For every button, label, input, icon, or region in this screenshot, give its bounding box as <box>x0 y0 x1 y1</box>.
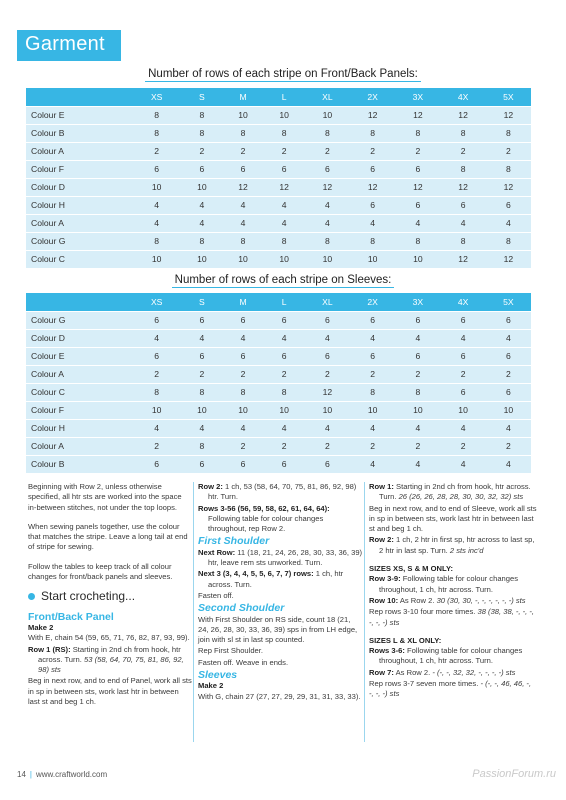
row-count-cell: 10 <box>486 401 531 419</box>
colour-label: Colour G <box>26 232 132 250</box>
row-count-cell: 8 <box>264 383 305 401</box>
row-count-cell: 4 <box>440 419 485 437</box>
row-count-cell: 4 <box>132 196 181 214</box>
row-count-cell: 4 <box>395 214 440 232</box>
row-count-cell: 2 <box>132 142 181 160</box>
row-count-cell: 12 <box>222 178 263 196</box>
chain-instruction: With E, chain 54 (59, 65, 71, 76, 82, 87, 93, 99). <box>28 633 190 643</box>
row-count-cell: 4 <box>181 196 222 214</box>
row-count-cell: 6 <box>132 347 181 365</box>
row-count-cell: 6 <box>181 311 222 329</box>
row-count-cell: 8 <box>132 232 181 250</box>
size-header: 5X <box>486 293 531 311</box>
row-count-cell: 8 <box>350 232 395 250</box>
row-count-cell: 4 <box>440 329 485 347</box>
row-count-cell: 6 <box>350 311 395 329</box>
row-count-cell: 6 <box>264 347 305 365</box>
row-count-cell: 8 <box>132 106 181 124</box>
row-count-cell: 4 <box>305 214 350 232</box>
row-count-cell: 6 <box>395 160 440 178</box>
row-count-cell: 6 <box>440 347 485 365</box>
row-count-cell: 6 <box>395 196 440 214</box>
bullet-dot-icon <box>28 593 35 600</box>
row-count-cell: 12 <box>486 250 531 268</box>
row-count-cell: 2 <box>222 142 263 160</box>
table-row <box>26 383 531 401</box>
row-count-cell: 10 <box>264 106 305 124</box>
rows-3-6-instruction: Rows 3-6: Following table for colour changes throughout, 1 ch, htr across. Turn. <box>369 646 523 666</box>
row-count-cell: 6 <box>486 311 531 329</box>
table-header-row <box>26 88 531 106</box>
column-3 <box>369 482 537 701</box>
row-count-cell: 6 <box>222 455 263 473</box>
row-count-cell: 2 <box>395 142 440 160</box>
row-count-cell: 6 <box>486 347 531 365</box>
row-count-cell: 6 <box>222 347 263 365</box>
row-count-cell: 2 <box>440 142 485 160</box>
row-count-cell: 4 <box>132 214 181 232</box>
row-count-cell: 6 <box>132 455 181 473</box>
start-crocheting <box>28 589 192 604</box>
watermark: PassionForum.ru <box>472 768 556 780</box>
front-back-table-heading <box>0 68 566 80</box>
row-count-cell: 8 <box>264 232 305 250</box>
row-7-instruction: Row 7: As Row 2. - (-, -, 32, 32, -, -, -, -) sts <box>369 667 516 677</box>
rows-3-56-instruction: Rows 3-56 (56, 59, 58, 62, 61, 64, 64): Following table for colour changes throughout, rep Row 2. <box>198 503 330 534</box>
row-count-cell: 4 <box>305 196 350 214</box>
make-count: Make 2 <box>198 681 224 691</box>
row-count-cell: 6 <box>486 196 531 214</box>
row-count-cell: 10 <box>350 250 395 268</box>
row-count-cell: 8 <box>486 160 531 178</box>
colour-label: Colour A <box>26 214 132 232</box>
row-2-instruction: Row 2: 1 ch, 53 (58, 64, 70, 75, 81, 86, 92, 98) htr. Turn. <box>198 482 357 502</box>
row-count-cell: 8 <box>440 124 485 142</box>
row-count-cell: 8 <box>350 383 395 401</box>
row-count-cell: 8 <box>395 124 440 142</box>
row-count-cell: 8 <box>395 383 440 401</box>
row-count-cell: 4 <box>264 329 305 347</box>
row-count-cell: 4 <box>181 214 222 232</box>
row-count-cell: 6 <box>395 311 440 329</box>
tables-paragraph: Follow the tables to keep track of all colour changes for front/back panels and sleeves. <box>28 561 173 582</box>
row-count-cell: 2 <box>440 437 485 455</box>
row-count-cell: 4 <box>486 455 531 473</box>
row-count-cell: 10 <box>132 178 181 196</box>
row-count-cell: 10 <box>222 401 263 419</box>
row-count-cell: 8 <box>181 383 222 401</box>
row-count-cell: 2 <box>395 437 440 455</box>
row-count-cell: 12 <box>264 178 305 196</box>
row-count-cell: 10 <box>350 401 395 419</box>
row-count-cell: 4 <box>350 329 395 347</box>
row-count-cell: 10 <box>264 250 305 268</box>
row-count-cell: 4 <box>264 196 305 214</box>
sleeve-chain-instruction: With G, chain 27 (27, 27, 29, 29, 31, 31, 33, 33). <box>198 691 361 701</box>
row-count-cell: 8 <box>222 232 263 250</box>
row-count-cell: 6 <box>222 311 263 329</box>
row-count-cell: 4 <box>440 455 485 473</box>
row-count-cell: 6 <box>350 160 395 178</box>
row-count-cell: 4 <box>395 329 440 347</box>
row-count-cell: 10 <box>132 401 181 419</box>
next-3-rows-instruction: Next 3 (3, 4, 4, 5, 5, 6, 7, 7) rows: 1 ch, htr across. Turn. <box>198 569 344 589</box>
front-back-stripe-table <box>26 88 531 268</box>
row-count-cell: 6 <box>264 160 305 178</box>
table-row <box>26 124 531 142</box>
row-count-cell: 2 <box>305 142 350 160</box>
row-count-cell: 2 <box>440 365 485 383</box>
row-count-cell: 6 <box>305 160 350 178</box>
row-count-cell: 10 <box>181 178 222 196</box>
colour-label: Colour F <box>26 401 132 419</box>
colour-label: Colour H <box>26 419 132 437</box>
size-header: 5X <box>486 88 531 106</box>
row-count-cell: 12 <box>350 106 395 124</box>
column-1 <box>28 482 192 708</box>
row-count-cell: 2 <box>222 437 263 455</box>
row-count-cell: 2 <box>350 437 395 455</box>
colour-label: Colour H <box>26 196 132 214</box>
sleeves-table-heading <box>0 274 566 286</box>
footer-website-link[interactable]: www.craftworld.com <box>35 770 108 779</box>
row-count-cell: 6 <box>395 347 440 365</box>
size-header: 4X <box>440 293 485 311</box>
row-count-cell: 6 <box>486 383 531 401</box>
row-count-cell: 6 <box>350 347 395 365</box>
size-header: 3X <box>395 88 440 106</box>
colour-label: Colour C <box>26 250 132 268</box>
row-count-cell: 4 <box>264 214 305 232</box>
row-count-cell: 12 <box>486 178 531 196</box>
row-count-cell: 4 <box>222 196 263 214</box>
table-row <box>26 455 531 473</box>
row-count-cell: 4 <box>350 214 395 232</box>
size-header: 2X <box>350 293 395 311</box>
colour-label: Colour A <box>26 437 132 455</box>
size-header: S <box>181 293 222 311</box>
row-count-cell: 6 <box>305 455 350 473</box>
row-count-cell: 6 <box>181 160 222 178</box>
row-count-cell: 12 <box>440 106 485 124</box>
footer-separator: | <box>29 770 32 779</box>
sizes-l-xl-heading: SIZES L & XL ONLY: <box>369 635 442 645</box>
row-count-cell: 4 <box>181 329 222 347</box>
row-count-cell: 2 <box>350 365 395 383</box>
row-count-cell: 8 <box>222 124 263 142</box>
row-count-cell: 6 <box>222 160 263 178</box>
row-count-cell: 2 <box>132 365 181 383</box>
row-count-cell: 10 <box>222 106 263 124</box>
table-row <box>26 347 531 365</box>
row-count-cell: 10 <box>181 401 222 419</box>
row-count-cell: 2 <box>222 365 263 383</box>
row-count-cell: 12 <box>305 178 350 196</box>
table-row <box>26 419 531 437</box>
page-number: 14 <box>17 770 26 779</box>
size-header: 2X <box>350 88 395 106</box>
row-count-cell: 10 <box>305 250 350 268</box>
colour-label: Colour C <box>26 383 132 401</box>
table-row <box>26 250 531 268</box>
row-count-cell: 4 <box>350 455 395 473</box>
row-count-cell: 4 <box>440 214 485 232</box>
row-count-cell: 8 <box>181 124 222 142</box>
next-row-instruction: Next Row: 11 (18, 21, 24, 26, 28, 30, 33, 36, 39) htr, leave rem sts unworked. Turn. <box>198 547 363 568</box>
repeat-seven-times: Rep rows 3-7 seven more times. - (-, -, 46, 46, -, -, -, -) sts <box>369 679 532 699</box>
row-count-cell: 6 <box>305 311 350 329</box>
row-count-cell: 10 <box>305 106 350 124</box>
table-header-row <box>26 293 531 311</box>
size-header: M <box>222 88 263 106</box>
row-3-9-instruction: Row 3-9: Following table for colour changes throughout, 1 ch, htr across. Turn. <box>369 574 519 594</box>
sleeve-row-2-instruction: Row 2: 1 ch, 2 htr in first sp, htr across to last sp, 2 htr in last sp. Turn. 2 sts inc'd <box>369 535 535 555</box>
row-count-cell: 8 <box>132 383 181 401</box>
row-count-cell: 8 <box>350 124 395 142</box>
row-count-cell: 4 <box>486 329 531 347</box>
row-count-cell: 8 <box>181 232 222 250</box>
row-count-cell: 8 <box>181 106 222 124</box>
column-2 <box>198 482 363 703</box>
row-count-cell: 6 <box>305 347 350 365</box>
row-count-cell: 2 <box>181 365 222 383</box>
column-divider <box>193 482 194 742</box>
row-count-cell: 6 <box>440 383 485 401</box>
repeat-four-times: Rep rows 3-10 four more times. 38 (38, 38, -, -, -, -, -, -) sts <box>369 607 535 627</box>
fasten-off: Fasten off. <box>198 590 234 600</box>
size-header: L <box>264 293 305 311</box>
row-count-cell: 6 <box>440 196 485 214</box>
row-count-cell: 8 <box>305 124 350 142</box>
row-count-cell: 2 <box>264 365 305 383</box>
colour-label: Colour E <box>26 106 132 124</box>
row-count-cell: 10 <box>440 401 485 419</box>
row-count-cell: 2 <box>486 142 531 160</box>
table-row <box>26 214 531 232</box>
size-header: XL <box>305 293 350 311</box>
beg-instruction: Beg in next row, and to end of Panel, work all sts in sp in between sts, work last htr in between last st and beg 1 ch. <box>28 676 192 707</box>
size-header: 4X <box>440 88 485 106</box>
row-count-cell: 4 <box>264 419 305 437</box>
row-count-cell: 10 <box>395 401 440 419</box>
row-count-cell: 12 <box>395 106 440 124</box>
row-count-cell: 10 <box>395 250 440 268</box>
table-row <box>26 160 531 178</box>
table-row <box>26 106 531 124</box>
size-header: 3X <box>395 293 440 311</box>
fasten-off-weave: Fasten off. Weave in ends. <box>198 657 289 667</box>
row-count-cell: 4 <box>132 329 181 347</box>
row-count-cell: 2 <box>264 437 305 455</box>
row-count-cell: 8 <box>440 160 485 178</box>
row-count-cell: 4 <box>132 419 181 437</box>
row-count-cell: 4 <box>350 419 395 437</box>
row-count-cell: 12 <box>395 178 440 196</box>
row-count-cell: 6 <box>264 311 305 329</box>
sizes-xs-s-m-heading: SIZES XS, S & M ONLY: <box>369 564 453 574</box>
row-count-cell: 4 <box>395 455 440 473</box>
sleeves-heading-text: Number of rows of each stripe on Sleeves: <box>172 274 395 288</box>
section-front-back-panel: Front/Back Panel <box>28 610 114 623</box>
row-count-cell: 8 <box>486 232 531 250</box>
colour-label: Colour A <box>26 365 132 383</box>
row-count-cell: 2 <box>486 437 531 455</box>
row-count-cell: 4 <box>305 329 350 347</box>
row-count-cell: 2 <box>350 142 395 160</box>
row-count-cell: 8 <box>440 232 485 250</box>
row-count-cell: 6 <box>132 160 181 178</box>
colour-label: Colour D <box>26 178 132 196</box>
size-header: M <box>222 293 263 311</box>
row-count-cell: 10 <box>222 250 263 268</box>
intro-paragraph: Beginning with Row 2, unless otherwise specified, all htr sts are worked into the space in-between stitches, not under the top loops. <box>28 482 182 512</box>
row-count-cell: 6 <box>264 455 305 473</box>
row-count-cell: 12 <box>486 106 531 124</box>
row-count-cell: 4 <box>222 214 263 232</box>
colour-label: Colour G <box>26 311 132 329</box>
row-count-cell: 8 <box>264 124 305 142</box>
start-crocheting-text: Start crocheting... <box>41 589 136 604</box>
sewing-paragraph: When sewing panels together, use the colour that matches the stripe. Leave a long tail at end of stripe for sewing. <box>28 521 188 552</box>
colour-label: Colour F <box>26 160 132 178</box>
row-count-cell: 2 <box>181 142 222 160</box>
row-count-cell: 6 <box>440 311 485 329</box>
colour-label: Colour E <box>26 347 132 365</box>
page-title-box <box>17 30 121 61</box>
row-10-instruction: Row 10: As Row 2. 30 (30, 30, -, -, -, -, -, -) sts <box>369 595 526 605</box>
column-divider <box>364 482 365 742</box>
rep-first-shoulder: Rep First Shoulder. <box>198 646 263 656</box>
row-count-cell: 10 <box>305 401 350 419</box>
sleeves-stripe-table <box>26 293 531 473</box>
section-sleeves: Sleeves <box>198 669 238 682</box>
row-count-cell: 8 <box>395 232 440 250</box>
row-count-cell: 4 <box>395 419 440 437</box>
table-corner-cell <box>26 293 132 311</box>
row-count-cell: 10 <box>132 250 181 268</box>
sleeve-row-1-instruction: Row 1: Starting in 2nd ch from hook, htr across. Turn. 26 (26, 26, 28, 28, 30, 30, 32, 32) sts <box>369 482 531 502</box>
size-header: XS <box>132 293 181 311</box>
table-row <box>26 401 531 419</box>
row-count-cell: 12 <box>440 178 485 196</box>
section-first-shoulder: First Shoulder <box>198 535 270 548</box>
row-count-cell: 6 <box>181 455 222 473</box>
row-count-cell: 10 <box>264 401 305 419</box>
row-1-instruction: Row 1 (RS): Starting in 2nd ch from hook, htr across. Turn. 53 (58, 64, 70, 75, 81, 86, 92, 98) sts <box>28 644 184 675</box>
table-row <box>26 437 531 455</box>
table-row <box>26 196 531 214</box>
table-corner-cell <box>26 88 132 106</box>
row-count-cell: 4 <box>222 419 263 437</box>
row-count-cell: 2 <box>486 365 531 383</box>
row-count-cell: 2 <box>305 365 350 383</box>
row-count-cell: 12 <box>305 383 350 401</box>
page-title: Garment <box>25 33 105 55</box>
row-count-cell: 2 <box>305 437 350 455</box>
page-footer <box>17 770 107 779</box>
row-count-cell: 12 <box>350 178 395 196</box>
row-count-cell: 4 <box>486 214 531 232</box>
row-count-cell: 8 <box>181 437 222 455</box>
row-count-cell: 2 <box>132 437 181 455</box>
row-count-cell: 6 <box>181 347 222 365</box>
row-count-cell: 8 <box>486 124 531 142</box>
table-row <box>26 142 531 160</box>
row-count-cell: 12 <box>440 250 485 268</box>
row-count-cell: 10 <box>181 250 222 268</box>
row-count-cell: 4 <box>181 419 222 437</box>
row-count-cell: 8 <box>222 383 263 401</box>
make-count: Make 2 <box>28 622 54 632</box>
table-row <box>26 365 531 383</box>
row-count-cell: 4 <box>222 329 263 347</box>
size-header: XS <box>132 88 181 106</box>
row-count-cell: 2 <box>264 142 305 160</box>
colour-label: Colour D <box>26 329 132 347</box>
section-second-shoulder: Second Shoulder <box>198 602 285 615</box>
size-header: S <box>181 88 222 106</box>
colour-label: Colour B <box>26 124 132 142</box>
colour-label: Colour A <box>26 142 132 160</box>
table-row <box>26 232 531 250</box>
front-back-heading-text: Number of rows of each stripe on Front/Back Panels: <box>145 68 421 82</box>
size-header: L <box>264 88 305 106</box>
size-header: XL <box>305 88 350 106</box>
second-shoulder-instruction: With First Shoulder on RS side, count 18 (21, 24, 26, 28, 30, 33, 36, 39) sps in from LH edge, join with sl st in last sp counted. <box>198 614 358 645</box>
table-row <box>26 178 531 196</box>
row-count-cell: 4 <box>305 419 350 437</box>
row-count-cell: 6 <box>350 196 395 214</box>
row-count-cell: 4 <box>486 419 531 437</box>
sleeve-beg-instruction: Beg in next row, and to end of Sleeve, work all sts in sp in between sts, work last htr in between last st and beg 1 ch. <box>369 503 537 534</box>
row-count-cell: 2 <box>395 365 440 383</box>
table-row <box>26 329 531 347</box>
colour-label: Colour B <box>26 455 132 473</box>
row-count-cell: 6 <box>132 311 181 329</box>
row-count-cell: 8 <box>305 232 350 250</box>
table-row <box>26 311 531 329</box>
row-count-cell: 8 <box>132 124 181 142</box>
